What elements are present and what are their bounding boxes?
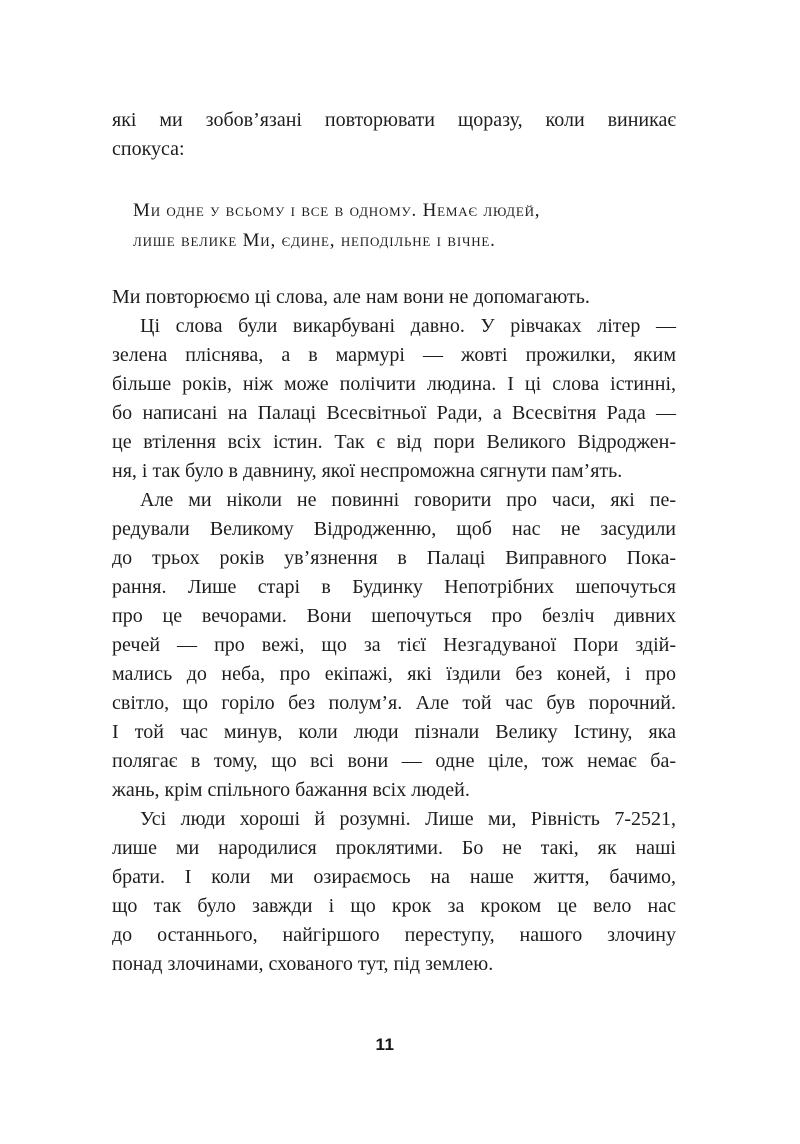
paragraph [112, 312, 676, 486]
text-line: про це вечорами. Вони шепочуться про безліч дивних [112, 605, 676, 627]
text-line: зелена пліснява, а в мармурі — жовті прожилки, яким [112, 344, 676, 366]
text-line: спокуса: [112, 138, 185, 160]
text-block [112, 0, 676, 979]
text-line: які ми зобов’язані повторювати щоразу, коли виникає [112, 109, 676, 131]
paragraph [112, 805, 676, 979]
text-line: до трьох років ув’язнення в Палаці Виправного Пока- [112, 547, 676, 569]
paragraph [112, 106, 676, 164]
text-line: рання. Лише старі в Будинку Непотрібних шепочуться [112, 576, 676, 598]
text-line: мались до неба, про екіпажі, які їздили без коней, і про [112, 663, 676, 685]
text-line: що так було завжди і що крок за кроком це вело нас [112, 895, 676, 917]
text-line: ня, і так було в давнину, якої неспроможна сягнути пам’ять. [112, 460, 623, 482]
text-line: лише велике Ми, єдине, неподільне і вічне. [133, 230, 496, 251]
text-line: речей — про вежі, що за тієї Незгадуваної Пори здій- [112, 634, 676, 656]
text-line: до останнього, найгіршого переступу, нашого злочину [112, 924, 676, 946]
quote-paragraph [133, 196, 676, 256]
paragraph [112, 486, 676, 805]
text-line: понад злочинами, схованого тут, під землею. [112, 953, 494, 975]
text-line: І той час минув, коли люди пізнали Велику Істину, яка [112, 721, 676, 743]
text-line: брати. І коли ми озираємось на наше життя, бачимо, [112, 866, 676, 888]
text-line: лише ми народилися проклятими. Бо не такі, як наші [112, 837, 676, 859]
text-line: Ми одне у всьому і все в одному. Немає людей, [133, 200, 541, 221]
text-line: полягає в тому, що всі вони — одне ціле, тож немає ба- [112, 750, 676, 772]
text-line: більше років, ніж може полічити людина. І ці слова істинні, [112, 373, 676, 395]
text-line: Усі люди хороші й розумні. Лише ми, Рівність 7-2521, [140, 808, 676, 830]
text-line: світло, що горіло без полум’я. Але той час був порочний. [112, 692, 676, 714]
paragraph [112, 283, 676, 312]
text-line: Ці слова були викарбувані давно. У рівчаках літер — [140, 315, 676, 337]
text-line: бо написані на Палаці Всесвітньої Ради, а Всесвітня Рада — [112, 402, 676, 424]
text-line: Але ми ніколи не повинні говорити про часи, які пе- [140, 489, 676, 511]
text-line: Ми повторюємо ці слова, але нам вони не допомагають. [112, 286, 590, 308]
text-line: це втілення всіх істин. Так є від пори Великого Відроджен- [112, 431, 676, 453]
text-line: жань, крім спільного бажання всіх людей. [112, 779, 470, 801]
page-number: 11 [375, 1035, 395, 1054]
text-line: редували Великому Відродженню, щоб нас не засудили [112, 518, 676, 540]
